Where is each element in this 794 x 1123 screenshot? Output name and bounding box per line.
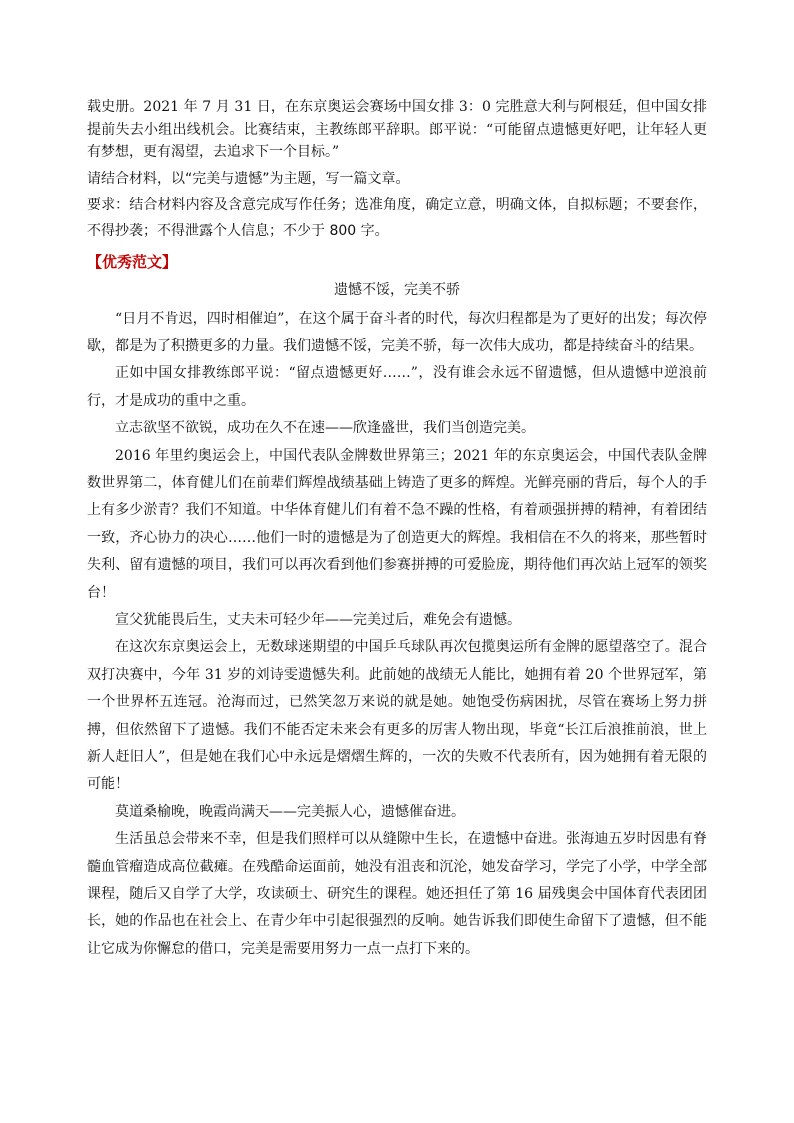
essay-paragraph: 正如中国女排教练郎平说：“留点遗憾更好……”，没有谁会永远不留遗憾，但从遗憾中逆浪前行，才是成功的重中之重。 (87, 365, 707, 409)
essay-paragraph: 2016 年里约奥运会上，中国代表队金牌数世界第三；2021 年的东京奥运会，中国代表队金牌数世界第二，体育健儿们在前辈们辉煌战绩基础上铸造了更多的辉煌。光鲜亮丽的背后，每个人的手上有多少淤青？我们不知道。中华体育健儿们有着不急不躁的性格，有着顽强拼搏的精神，有着团结一致，齐心协力的决心……他们一时的遗憾是为了创造更大的辉煌。我相信在不久的将来，那些暂时失利、留有遗憾的项目，我们可以再次看到他们参赛拼搏的可爱脸庞，期待他们再次站上冠军的领奖台！ (87, 447, 707, 601)
section-label: 【优秀范文】 (87, 252, 178, 271)
model-essay (87, 278, 707, 964)
essay-paragraph: 宣父犹能畏后生，丈夫未可轻少年——完美过后，难免会有遗憾。 (115, 611, 521, 628)
writing-prompt (87, 166, 707, 244)
prompt-requirements: 要求：结合材料内容及含意完成写作任务；选准角度，确定立意，明确文体，自拟标题；不要套作，不得抄袭；不得泄露个人信息；不少于 800 字。 (87, 196, 707, 239)
material-text (87, 96, 707, 164)
document-page (87, 96, 707, 963)
essay-paragraph: “日月不肯迟，四时相催迫”，在这个属于奋斗者的时代，每次归程都是为了更好的出发；每次停歇，都是为了积攒更多的力量。我们遗憾不馁，完美不骄，每一次伟大成功，都是持续奋斗的结果。 (87, 310, 707, 354)
material-paragraph: 载史册。2021 年 7 月 31 日，在东京奥运会赛场中国女排 3：0 完胜意大利与阿根廷，但中国女排提前失去小组出线机会。比赛结束，主教练郎平辞职。郎平说：“可能留点遗憾更好吧，让年轻人更有梦想，更有渴望，去追求下一个目标。” (87, 99, 707, 160)
essay-paragraph: 立志欲坚不欲锐，成功在久不在速——欣逢盛世，我们当创造完美。 (115, 420, 535, 437)
prompt-task: 请结合材料，以“完美与遗憾”为主题，写一篇文章。 (87, 170, 410, 187)
essay-title: 遗憾不馁，完美不骄 (334, 281, 460, 298)
essay-paragraph: 莫道桑榆晚，晚霞尚满天——完美振人心，遗憾催奋进。 (115, 803, 465, 820)
essay-paragraph: 在这次东京奥运会上，无数球迷期望的中国乒乓球队再次包揽奥运所有金牌的愿望落空了。混合双打决赛中，今年 31 岁的刘诗雯遗憾失利。此前她的战绩无人能比，她拥有着 20 个世界冠军，第一个世界杯五连冠。沧海而过，已然笑忽万来说的就是她。她饱受伤病困扰，尽管在赛场上努力拼搏，但依然留下了遗憾。我们不能否定未来会有更多的厉害人物出现，毕竟“长江后浪推前浪，世上新人赶旧人”，但是她在我们心中永远是熠熠生辉的，一次的失败不代表所有，因为她拥有着无限的可能！ (87, 639, 707, 793)
essay-paragraph: 生活虽总会带来不幸，但是我们照样可以从缝隙中生长，在遗憾中奋进。张海迪五岁时因患有脊髓血管瘤造成高位截瘫。在残酷命运面前，她没有沮丧和沉沦，她发奋学习，学完了小学，中学全部课程，随后又自学了大学，攻读硕士、研究生的课程。她还担任了第 16 届残奥会中国体育代表团团长，她的作品也在社会上、在青少年中引起很强烈的反响。她告诉我们即使生命留下了遗憾，但不能让它成为你懈怠的借口，完美是需要用努力一点一点打下来的。 (87, 831, 707, 957)
